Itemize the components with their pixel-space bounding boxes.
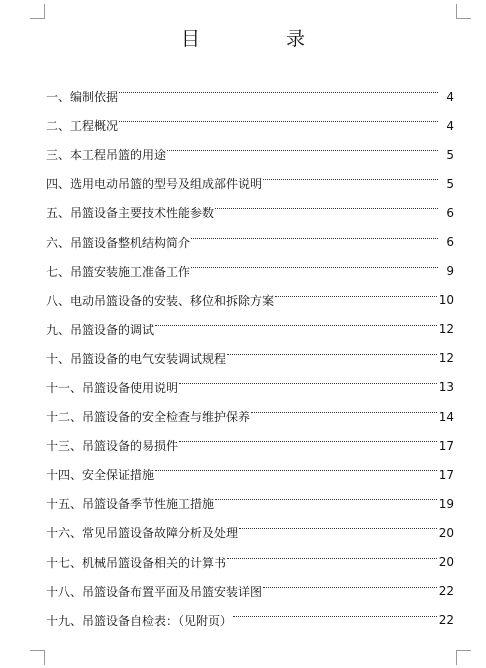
- toc-entry[interactable]: [46, 489, 454, 518]
- crop-mark-bottom-left: [30, 650, 45, 665]
- toc-entry-label: 十一、吊篮设备使用说明: [46, 380, 179, 395]
- toc-entry-label: 十、吊篮设备的电气安装调试规程: [46, 351, 227, 366]
- toc-entry-label: 五、吊篮设备主要技术性能参数: [46, 206, 215, 221]
- toc-entry-label: 十七、机械吊篮设备相关的计算书: [46, 555, 227, 570]
- toc-entry-page-number: 5: [446, 147, 454, 162]
- toc-entry-page-number: 14: [438, 409, 454, 424]
- toc-entry-label: 九、吊篮设备的调试: [46, 322, 155, 337]
- toc-entry[interactable]: [46, 111, 454, 140]
- toc-entry-page-number: 17: [438, 438, 454, 453]
- toc-dot-leader: [191, 267, 438, 268]
- toc-entry[interactable]: [46, 373, 454, 402]
- toc-entry[interactable]: [46, 286, 454, 315]
- toc-entry[interactable]: [46, 140, 454, 169]
- toc-entry[interactable]: [46, 227, 454, 256]
- toc-entry-label: 十四、安全保证措施: [46, 468, 155, 483]
- toc-dot-leader: [263, 587, 437, 588]
- toc-entry-page-number: 5: [446, 176, 454, 191]
- toc-entry-label: 十五、吊篮设备季节性施工措施: [46, 497, 215, 512]
- toc-entry-label: 七、吊篮安装施工准备工作: [46, 264, 191, 279]
- toc-dot-leader: [251, 412, 437, 413]
- toc-dot-leader: [215, 499, 437, 500]
- toc-entry[interactable]: [46, 402, 454, 431]
- toc-entry-page-number: 20: [438, 555, 454, 570]
- toc-entry-page-number: 19: [438, 496, 454, 511]
- toc-entry-page-number: 9: [446, 264, 454, 279]
- toc-entry-page-number: 4: [446, 118, 454, 133]
- toc-dot-leader: [227, 558, 437, 559]
- toc-entry[interactable]: [46, 315, 454, 344]
- toc-entry[interactable]: [46, 431, 454, 460]
- toc-entry-label: 八、电动吊篮设备的安装、移位和拆除方案: [46, 293, 275, 308]
- toc-entry-page-number: 17: [438, 467, 454, 482]
- toc-entry[interactable]: [46, 460, 454, 489]
- toc-entry-label: 二、工程概况: [46, 119, 119, 134]
- crop-mark-top-left: [30, 4, 45, 19]
- toc-entry-page-number: 12: [438, 322, 454, 337]
- crop-mark-top-right: [456, 4, 471, 19]
- toc-entry[interactable]: [46, 518, 454, 547]
- toc-dot-leader: [239, 528, 437, 529]
- toc-entry-label: 六、吊篮设备整机结构简介: [46, 235, 191, 250]
- toc-dot-leader: [167, 150, 438, 151]
- toc-entry[interactable]: [46, 577, 454, 606]
- toc-entry-page-number: 13: [438, 380, 454, 395]
- toc-entry[interactable]: [46, 344, 454, 373]
- toc-dot-leader: [227, 354, 437, 355]
- toc-dot-leader: [179, 441, 437, 442]
- toc-dot-leader: [119, 92, 438, 93]
- toc-entry-page-number: 22: [438, 613, 454, 628]
- toc-entry-page-number: 20: [438, 525, 454, 540]
- toc-entry[interactable]: [46, 169, 454, 198]
- toc-entry[interactable]: [46, 606, 454, 635]
- toc-entry-label: 三、本工程吊篮的用途: [46, 148, 167, 163]
- toc-entry-page-number: 4: [446, 89, 454, 104]
- toc-dot-leader: [155, 470, 437, 471]
- toc-entry-page-number: 6: [446, 235, 454, 250]
- toc-dot-leader: [263, 179, 438, 180]
- toc-entry-label: 十二、吊篮设备的安全检查与维护保养: [46, 410, 251, 425]
- table-of-contents: [46, 82, 454, 635]
- toc-entry-page-number: 12: [438, 351, 454, 366]
- toc-dot-leader: [191, 238, 438, 239]
- toc-entry-label: 十三、吊篮设备的易损件: [46, 439, 179, 454]
- toc-entry[interactable]: [46, 82, 454, 111]
- toc-entry-label: 一、编制依据: [46, 90, 119, 105]
- crop-mark-bottom-right: [456, 650, 471, 665]
- document-title: 目 录: [180, 28, 346, 50]
- toc-entry-label: 十六、常见吊篮设备故障分析及处理: [46, 526, 239, 541]
- toc-dot-leader: [119, 121, 438, 122]
- toc-dot-leader: [179, 383, 437, 384]
- toc-entry-label: 四、选用电动吊篮的型号及组成部件说明: [46, 177, 263, 192]
- toc-dot-leader: [155, 325, 437, 326]
- toc-dot-leader: [215, 208, 438, 209]
- toc-entry-label: 十九、吊篮设备自检表：（见附页）: [46, 613, 233, 628]
- toc-dot-leader: [233, 616, 437, 617]
- toc-entry[interactable]: [46, 198, 454, 227]
- toc-entry-page-number: 10: [438, 293, 454, 308]
- toc-entry-page-number: 6: [446, 205, 454, 220]
- toc-dot-leader: [275, 296, 437, 297]
- toc-entry-page-number: 22: [438, 584, 454, 599]
- toc-entry[interactable]: [46, 548, 454, 577]
- toc-entry-label: 十八、吊篮设备布置平面及吊篮安装详图: [46, 584, 263, 599]
- toc-entry[interactable]: [46, 257, 454, 286]
